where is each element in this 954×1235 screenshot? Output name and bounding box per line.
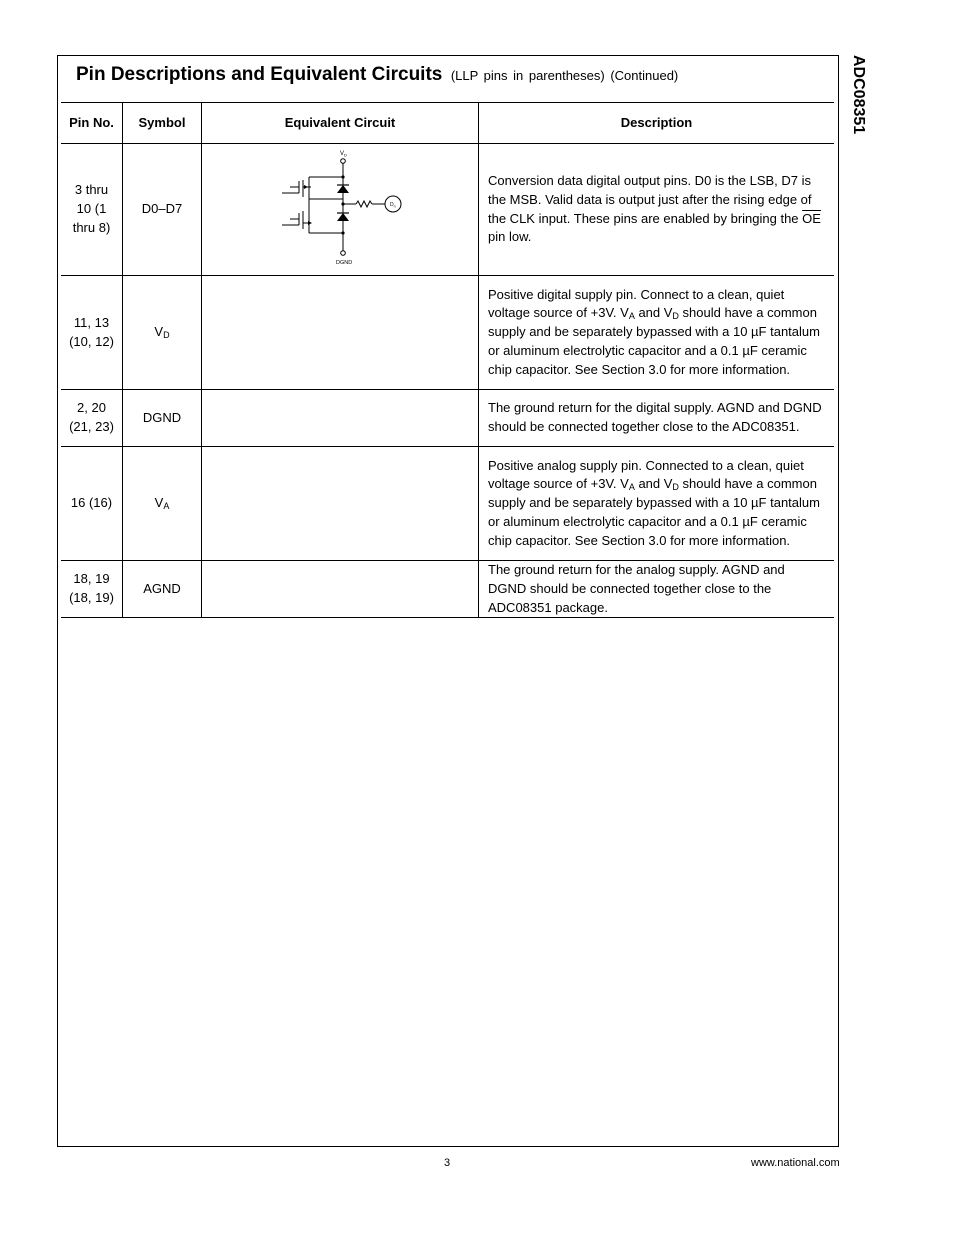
header-pin: Pin No. <box>61 103 123 144</box>
table-row <box>61 561 834 618</box>
circuit-cell <box>202 276 479 390</box>
symbol-cell: $V_A$ <box>123 447 202 561</box>
pin-description-table <box>61 102 834 618</box>
table-row <box>61 447 834 561</box>
description-cell: Positive analog supply pin. Connected to a clean, quiet voltage source of +3V. $V_A$ and $V_D$ should have a common supply and be separately bypassed with a 10 µF tantalum or aluminum electrolytic capacitor and a 0.1 µF ceramic chip capacitor. See Section 3.0 for more information. <box>479 447 835 561</box>
section-heading <box>76 64 678 86</box>
page-number: 3 <box>444 1157 451 1169</box>
symbol-cell: AGND <box>123 561 202 618</box>
part-number-text: ADC08351 <box>850 55 867 135</box>
header-symbol: Symbol <box>123 103 202 144</box>
circuit-cell <box>202 447 479 561</box>
part-number-side-label <box>845 55 873 145</box>
table-row <box>61 276 834 390</box>
circuit-supply-label: $V_D$ <box>340 150 347 157</box>
circuit-cell <box>202 390 479 447</box>
section-title: Pin Descriptions and Equivalent Circuits <box>76 64 443 85</box>
header-description: Description <box>479 103 835 144</box>
circuit-cell <box>202 144 479 276</box>
symbol-cell: D0–D7 <box>123 144 202 276</box>
section-note: (LLP pins in parentheses) (Continued) <box>450 68 679 83</box>
header-circuit: Equivalent Circuit <box>202 103 479 144</box>
circuit-cell <box>202 561 479 618</box>
pin-cell: 2, 20 (21, 23) <box>61 390 123 447</box>
pin-cell: 3 thru 10 (1 thru 8) <box>61 144 123 276</box>
oe-overline-text: $\overline{OE}$ <box>802 210 821 226</box>
table-row <box>61 144 834 276</box>
table-header-row <box>61 103 834 144</box>
circuit-ground-label: DGND <box>336 259 353 266</box>
symbol-cell: DGND <box>123 390 202 447</box>
table-row <box>61 390 834 447</box>
circuit-output-label: $D_n$ <box>390 201 396 208</box>
description-cell: The ground return for the analog supply. AGND and DGND should be connected together close to the ADC08351 package. <box>479 561 835 618</box>
description-cell: Positive digital supply pin. Connect to a clean, quiet voltage source of +3V. $V_A$ and $V_D$ should have a common supply and be separately bypassed with a 10 µF tantalum or aluminum electrolytic capacitor and a 0.1 µF ceramic chip capacitor. See Section 3.0 for more information. <box>479 276 835 390</box>
description-cell: The ground return for the digital supply. AGND and DGND should be connected together close to the ADC08351. <box>479 390 835 447</box>
symbol-cell: $V_D$ <box>123 276 202 390</box>
pin-cell: 16 (16) <box>61 447 123 561</box>
output-equivalent-circuit-diagram <box>270 147 410 273</box>
pin-cell: 11, 13 (10, 12) <box>61 276 123 390</box>
description-cell: Conversion data digital output pins. D0 is the LSB, D7 is the MSB. Valid data is output just after the rising edge of the CLK input. These pins are enabled by bringing the $\overline{OE}$ pin low. <box>479 144 835 276</box>
pin-cell: 18, 19 (18, 19) <box>61 561 123 618</box>
footer-url: www.national.com <box>751 1157 840 1169</box>
